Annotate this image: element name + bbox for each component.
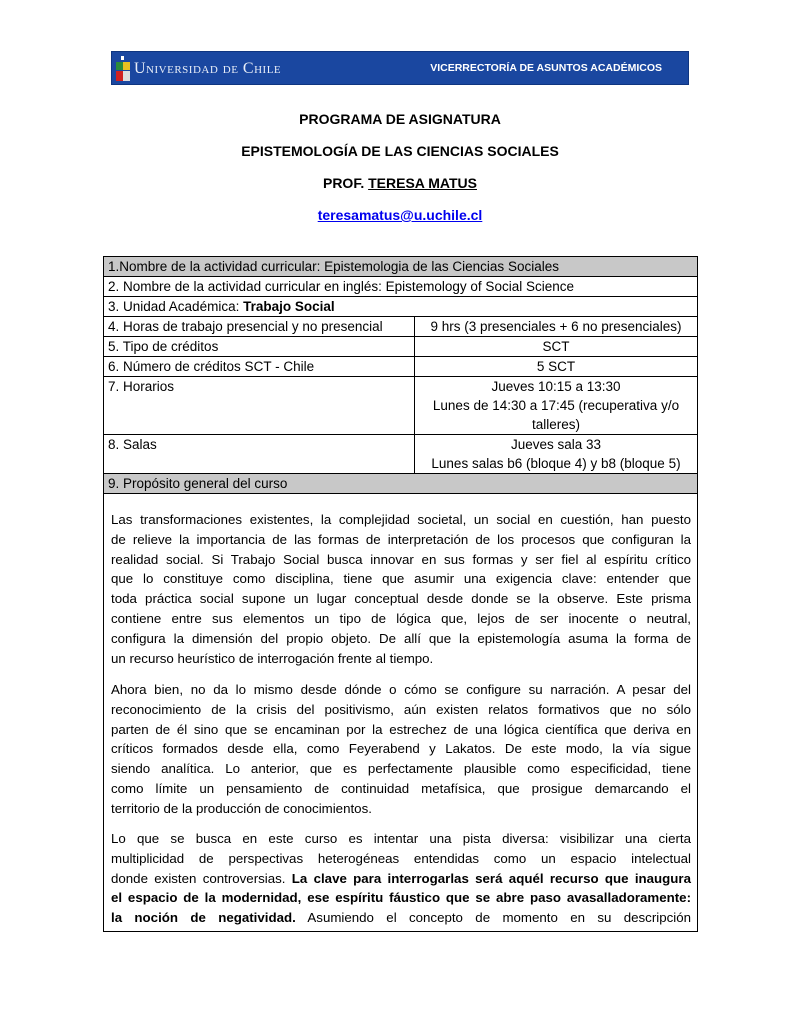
text: donde existen controversias.	[111, 870, 292, 886]
paragraph	[111, 680, 691, 819]
paragraph-line	[111, 908, 691, 928]
paragraph-line	[111, 779, 691, 799]
paragraph	[111, 829, 691, 928]
schedule-line: talleres)	[531, 417, 580, 432]
text: un recurso heurístico de interrogación frente al tiempo.	[111, 650, 434, 666]
unit-label: 3. Unidad Académica:	[108, 299, 244, 314]
paragraph-line	[111, 759, 691, 779]
text: de relieve la importancia de las formas de interpretación de los procesos que configuran la	[111, 531, 691, 547]
unit-name: VICERRECTORÍA DE ASUNTOS ACADÉMICOS	[430, 62, 662, 74]
text: territorio de la producción de conocimientos.	[111, 800, 372, 816]
email-link[interactable]: teresamatus@u.uchile.cl	[317, 207, 483, 223]
hours-label: 4. Horas de trabajo presencial y no presencial	[104, 317, 415, 337]
text: Las transformaciones existentes, la complejidad societal, un social en cuestión, han puesto	[111, 512, 691, 527]
course-title: EPISTEMOLOGÍA DE LAS CIENCIAS SOCIALES	[241, 143, 559, 159]
text: toda práctica social supone un lugar conceptual desde donde se la observe. Este prisma	[111, 591, 691, 607]
table-row	[104, 474, 698, 494]
text: multiplicidad de perspectivas heterogéneas entendidas como un espacio intelectual	[111, 850, 691, 866]
table-row	[104, 337, 698, 357]
prof-prefix: PROF.	[322, 175, 369, 191]
paragraph-line	[111, 589, 691, 609]
rooms-label: 8. Salas	[104, 435, 415, 474]
text: realidad social. Si Trabajo Social busca innovar en sus formas y ser fiel al espíritu crítico	[111, 551, 691, 567]
paragraph-line	[111, 700, 691, 720]
rooms-value	[415, 435, 698, 474]
rooms-line: Lunes salas b6 (bloque 4) y b8 (bloque 5)	[431, 456, 681, 471]
paragraph-line	[111, 510, 691, 530]
paragraph-line	[111, 849, 691, 869]
paragraph-line	[111, 869, 691, 889]
doc-title: PROGRAMA DE ASIGNATURA	[299, 111, 501, 127]
text: siendo analítica. Lo anterior, que es perfectamente plausible como especificidad, tiene	[111, 761, 691, 777]
paragraph-line	[111, 680, 691, 700]
table-row	[104, 257, 698, 277]
paragraph-line	[111, 569, 691, 589]
schedule-line: Jueves 10:15 a 13:30	[491, 379, 621, 394]
text: reconocimiento de la crisis del positivismo, aún existen relatos formativos que no sólo	[111, 701, 691, 717]
paragraph	[111, 510, 691, 668]
paragraph-line	[111, 799, 691, 819]
university-name: Universidad de Chile	[134, 60, 282, 77]
purpose-body	[103, 492, 698, 932]
table-row	[104, 435, 698, 474]
table-row	[104, 297, 698, 317]
university-logo-icon	[116, 56, 130, 82]
text: Asumiendo el concepto de momento en su descripción	[295, 910, 691, 926]
text: parten de él sino que se encaminan por la estrechez de una lógica científica que deriva en	[111, 721, 691, 737]
email-line	[0, 207, 800, 223]
row-name-en: 2. Nombre de la actividad curricular en inglés: Epistemology of Social Science	[104, 277, 698, 297]
bold-text: La clave para interrogarlas será aquél recurso que inaugura	[291, 870, 691, 886]
schedule-line: Lunes de 14:30 a 17:45 (recuperativa y/o	[432, 398, 680, 413]
bold-text: el espacio de la modernidad, ese espíritu fáustico que se abre paso avasalladoramente:	[111, 890, 691, 906]
professor	[0, 175, 800, 191]
paragraph-line	[111, 550, 691, 570]
text: Ahora bien, no da lo mismo desde dónde o cómo se configure su narración. A pesar del	[111, 682, 691, 697]
row-name: 1.Nombre de la actividad curricular: Epistemologia de las Ciencias Sociales	[104, 257, 698, 277]
text: configura la dimensión del propio objeto. De allí que la epistemología asuma la forma de	[111, 630, 691, 646]
credit-type-label: 5. Tipo de créditos	[104, 337, 415, 357]
paragraph-line	[111, 720, 691, 740]
credit-type-value: SCT	[415, 337, 698, 357]
paragraph-line	[111, 888, 691, 908]
table-row	[104, 377, 698, 435]
paragraph-line	[111, 829, 691, 849]
schedule-value	[415, 377, 698, 435]
text: críticos formados desde ella, como Feyerabend y Lakatos. De este modo, la vía sigue	[111, 741, 691, 757]
credits-label: 6. Número de créditos SCT - Chile	[104, 357, 415, 377]
text: Lo que se busca en este curso es intentar una pista diversa: visibilizar una cierta	[111, 831, 691, 846]
table-row	[104, 317, 698, 337]
table-row	[104, 277, 698, 297]
paragraph-line	[111, 649, 691, 669]
bold-text: la noción de negatividad.	[111, 910, 296, 926]
hours-value: 9 hrs (3 presenciales + 6 no presenciales)	[415, 317, 698, 337]
paragraph-line	[111, 739, 691, 759]
prof-name: TERESA MATUS	[368, 175, 477, 191]
purpose-heading: 9. Propósito general del curso	[104, 474, 698, 494]
header-banner	[111, 51, 689, 85]
paragraph-line	[111, 530, 691, 550]
unit-value: Trabajo Social	[243, 299, 335, 314]
course-info-table	[103, 256, 698, 494]
paragraph-line	[111, 629, 691, 649]
rooms-line: Jueves sala 33	[510, 437, 602, 452]
paragraph-line	[111, 609, 691, 629]
text: que lo constituye como disciplina, tiene que asumir una exigencia clave: entender que	[111, 571, 691, 587]
text: como límite un pensamiento de continuidad metafísica, que prosigue demarcando el	[111, 780, 691, 796]
row-unit	[104, 297, 698, 317]
credits-value: 5 SCT	[415, 357, 698, 377]
text: contiene entre sus elementos un tipo de lógica que, lejos de ser inocente o neutral,	[111, 610, 691, 626]
table-row	[104, 357, 698, 377]
schedule-label: 7. Horarios	[104, 377, 415, 435]
